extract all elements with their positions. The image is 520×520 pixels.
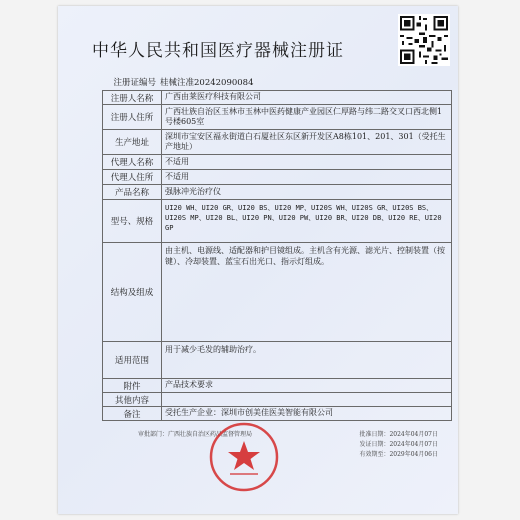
field-label: 结构及组成 <box>103 243 162 341</box>
valid-date-value: 2029年04月06日 <box>389 451 438 458</box>
field-value: 不适用 <box>165 171 189 181</box>
dept-value: 广西壮族自治区药品监督管理局 <box>168 431 253 438</box>
field-value: UI20 WH、UI20 GR、UI20 BS、UI20 MP、UI20S WH、UI20S GR、UI20S BS、UI20S MP、UI20 BL、UI20 PN、UI20 PW、UI20 BR、UI20 DB、UI20 RE、UI20 GP <box>165 204 442 232</box>
field-value: 用于减少毛发的辅助治疗。 <box>165 345 261 354</box>
table-row <box>103 200 451 243</box>
field-label: 注册人住所 <box>103 105 162 129</box>
certificate-title: 中华人民共和国医疗器械注册证 <box>92 41 344 61</box>
valid-line <box>138 450 438 460</box>
field-value: 广西壮族自治区玉林市玉林中医药健康产业园区仁厚路与纬二路交叉口西北侧1号楼605室 <box>165 106 443 126</box>
field-label: 产品名称 <box>103 185 162 199</box>
issue-date-value: 2024年04月07日 <box>389 441 438 448</box>
field-label: 生产地址 <box>103 130 162 154</box>
certificate-sheet <box>58 6 458 514</box>
registration-number-label: 注册证编号 <box>113 78 156 88</box>
issue-date-label: 发证日期： <box>359 441 390 448</box>
field-label: 代理人名称 <box>103 155 162 169</box>
approve-date-label: 批准日期： <box>359 431 390 438</box>
table-row <box>103 155 451 170</box>
table-row <box>103 379 451 393</box>
table-row <box>103 407 451 420</box>
table-row <box>103 105 451 130</box>
table-row <box>103 130 451 155</box>
field-label: 备注 <box>103 407 162 420</box>
field-value: 广西由莱医疗科技有限公司 <box>165 92 261 102</box>
field-label: 注册人名称 <box>103 91 162 104</box>
qr-code-icon <box>398 14 450 66</box>
dept-label: 审批部门： <box>138 431 169 438</box>
approval-line <box>138 430 438 440</box>
field-label: 附件 <box>103 379 162 392</box>
field-label: 其他内容 <box>103 393 162 406</box>
table-row <box>103 170 451 185</box>
approval-info <box>138 430 438 460</box>
field-value: 深圳市宝安区福永街道白石厦社区东区新开发区A8栋101、201、301（受托生产地址） <box>165 131 446 151</box>
official-seal-icon <box>208 421 280 493</box>
certificate-table <box>102 90 452 421</box>
field-value: 由主机、电源线、适配器和护目镜组成。主机含有光源、滤光片、控制装置（按键）、冷却装置、蓝宝石出光口、指示灯组成。 <box>165 246 445 266</box>
field-label: 代理人住所 <box>103 170 162 184</box>
field-label: 型号、规格 <box>103 200 162 242</box>
valid-date-label: 有效期至： <box>359 451 390 458</box>
table-row <box>103 91 451 105</box>
registration-number-value: 桂械注准20242090084 <box>160 78 254 88</box>
field-value <box>162 393 451 406</box>
issue-line <box>138 440 438 450</box>
registration-number <box>102 76 450 88</box>
table-row <box>103 243 451 342</box>
table-row <box>103 393 451 407</box>
field-value: 产品技术要求 <box>165 380 213 390</box>
approve-date-value: 2024年04月07日 <box>389 431 438 438</box>
table-row <box>103 185 451 200</box>
field-label: 适用范围 <box>103 342 162 378</box>
field-value: 受托生产企业：深圳市创美佳医美智能有限公司 <box>165 408 333 418</box>
field-value: 强脉冲光治疗仪 <box>165 186 221 196</box>
field-value: 不适用 <box>165 156 189 166</box>
table-row <box>103 342 451 379</box>
